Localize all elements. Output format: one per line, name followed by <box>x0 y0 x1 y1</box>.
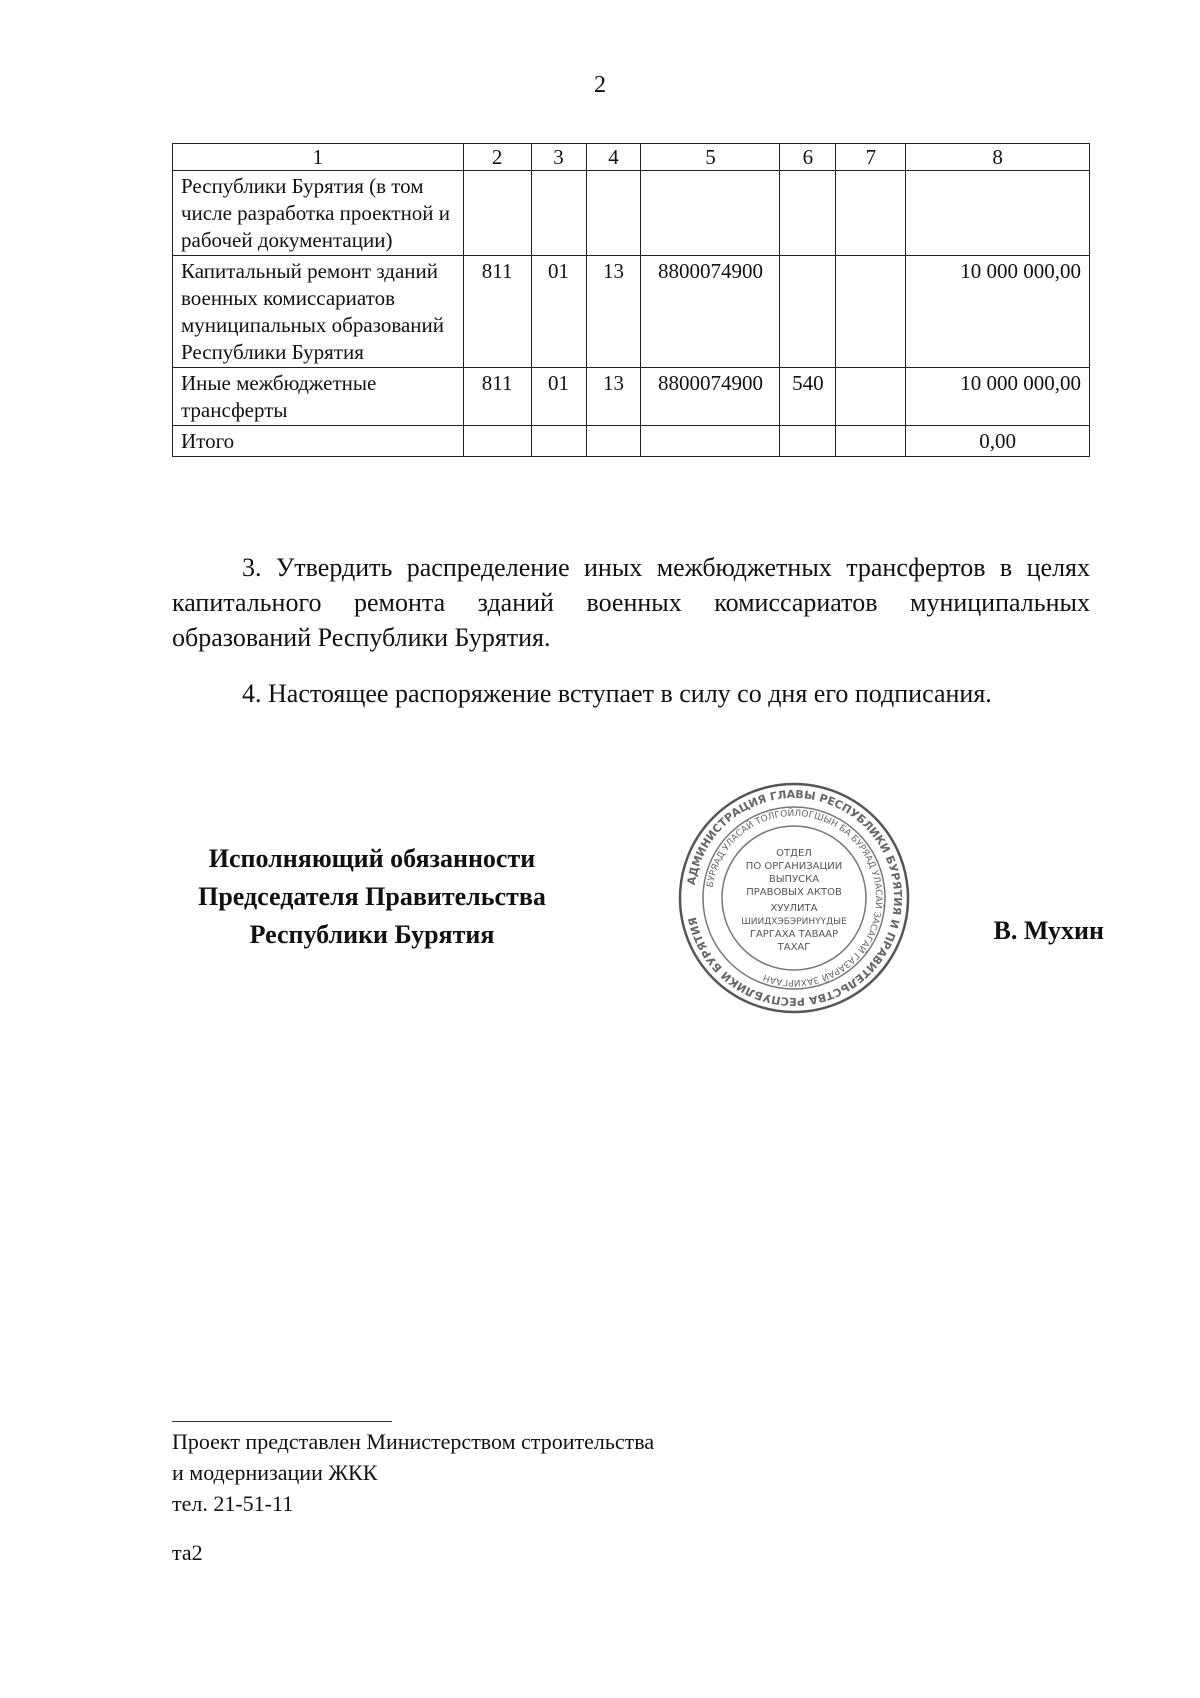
column-header: 7 <box>836 144 906 171</box>
cell: 13 <box>586 368 641 426</box>
cell <box>780 171 836 256</box>
cell <box>531 171 586 256</box>
cell <box>836 368 906 426</box>
signer-name: В. Мухин <box>993 916 1104 945</box>
column-header: 3 <box>531 144 586 171</box>
page-number: 2 <box>594 72 606 98</box>
row-name: Республики Бурятия (в том числе разработка проектной и рабочей документации) <box>173 171 464 256</box>
cell: 01 <box>531 368 586 426</box>
row-name: Иные межбюджетные трансферты <box>173 368 464 426</box>
cell: 01 <box>531 256 586 368</box>
stamp-center-line: ВЫПУСКА <box>768 874 820 885</box>
cell <box>463 426 531 457</box>
amount-cell: 10 000 000,00 <box>906 256 1090 368</box>
footnote-line: тел. 21-51-11 <box>172 1491 294 1516</box>
stamp-center-line: ТАХАГ <box>777 942 811 953</box>
signer-title-line: Председателя Правительства <box>198 882 546 911</box>
cell <box>463 171 531 256</box>
cell: 811 <box>463 368 531 426</box>
stamp-inner-text: БУРЯАД УЛАСАЙ ТОЛГОЙЛОГШЫН БА БУРЯАД УЛАСАЙ ЗАСАГАЙ ГАЗАРАЙ ЗАХИРГААН <box>705 808 884 988</box>
table-total-row <box>173 426 1090 457</box>
stamp-outer-text: АДМИНИСТРАЦИЯ ГЛАВЫ РЕСПУБЛИКИ БУРЯТИЯ И ПРАВИТЕЛЬСТВА РЕСПУБЛИКИ БУРЯТИЯ <box>684 787 905 1009</box>
official-stamp <box>676 780 912 1016</box>
cell: 13 <box>586 256 641 368</box>
column-header: 1 <box>173 144 464 171</box>
footnote <box>172 1426 654 1519</box>
table-header-row <box>173 144 1090 171</box>
amount-cell <box>906 171 1090 256</box>
signer-title-line: Республики Бурятия <box>249 920 495 949</box>
column-header: 6 <box>780 144 836 171</box>
signer-title-line: Исполняющий обязанности <box>208 844 536 873</box>
footnote-divider <box>172 1421 392 1422</box>
cell <box>780 426 836 457</box>
stamp-center-line: ШИИДХЭБЭРИНҮҮДЫЕ <box>741 917 847 927</box>
row-name: Капитальный ремонт зданий военных комиссариатов муниципальных образований Республики Бурятия <box>173 256 464 368</box>
row-name: Итого <box>173 426 464 457</box>
stamp-center-line: ПРАВОВЫХ АКТОВ <box>746 887 842 898</box>
column-header: 2 <box>463 144 531 171</box>
cell <box>531 426 586 457</box>
cell <box>641 171 780 256</box>
cell: 8800074900 <box>641 368 780 426</box>
stamp-center-line: ПО ОРГАНИЗАЦИИ <box>745 861 843 872</box>
cell <box>836 171 906 256</box>
table-row <box>173 256 1090 368</box>
signer-title <box>172 840 572 954</box>
stamp-middle-ring <box>703 807 885 989</box>
cell <box>836 256 906 368</box>
cell <box>836 426 906 457</box>
stamp-center-line: ХУУЛИТА <box>770 903 818 914</box>
stamp-center-line: ГАРГАХА ТАВААР <box>749 929 839 940</box>
table-row <box>173 171 1090 256</box>
cell <box>780 256 836 368</box>
footnote-line: Проект представлен Министерством строительства <box>172 1429 655 1454</box>
column-header: 4 <box>586 144 641 171</box>
cell: 811 <box>463 256 531 368</box>
total-amount-cell: 0,00 <box>906 426 1090 457</box>
cell <box>586 426 641 457</box>
table-row <box>173 368 1090 426</box>
amount-cell: 10 000 000,00 <box>906 368 1090 426</box>
paragraph-3: 3. Утвердить распределение иных межбюджетных трансфертов в целях капитального ремонта зданий военных комиссариатов муниципальных образований Республики Бурятия. <box>172 553 1090 652</box>
cell: 8800074900 <box>641 256 780 368</box>
document-code: та2 <box>172 1540 203 1565</box>
cell <box>586 171 641 256</box>
stamp-center-line: ОТДЕЛ <box>776 848 812 859</box>
cell: 540 <box>780 368 836 426</box>
cell <box>641 426 780 457</box>
budget-table <box>172 143 1090 457</box>
paragraph-4: 4. Настоящее распоряжение вступает в силу со дня его подписания. <box>242 679 992 708</box>
footnote-line: и модернизации ЖКК <box>172 1460 378 1485</box>
column-header: 8 <box>906 144 1090 171</box>
column-header: 5 <box>641 144 780 171</box>
